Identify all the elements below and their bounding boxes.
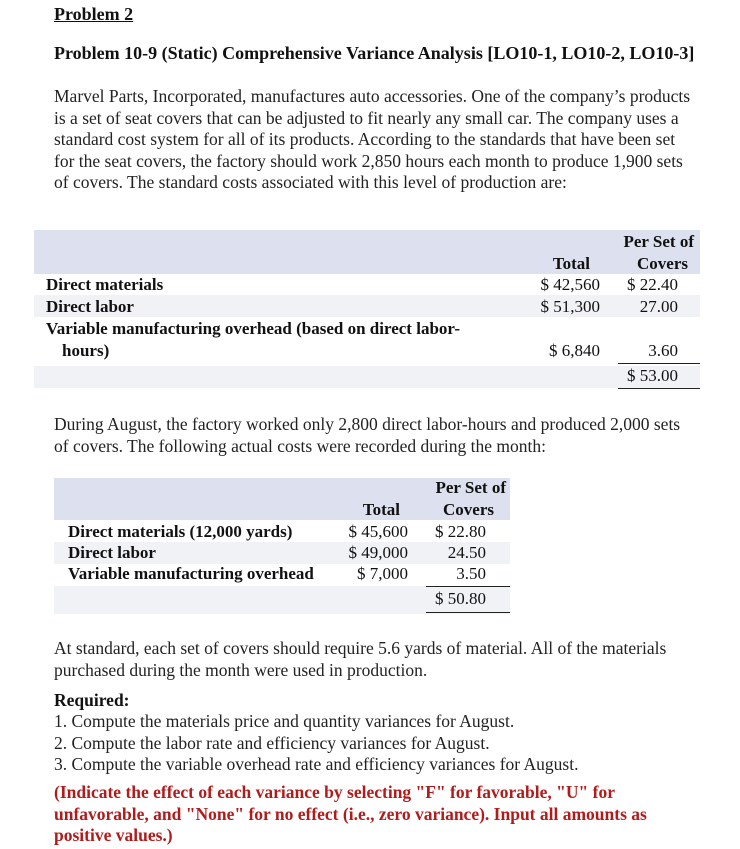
- requirements-list: [54, 711, 578, 776]
- per-set-value: 24.50: [447, 543, 486, 562]
- list-item: 2. Compute the labor rate and efficiency variances for August.: [54, 732, 490, 753]
- list-item: 1. Compute the materials price and quantity variances for August.: [54, 711, 515, 731]
- standard-paragraph: At standard, each set of covers should require 5.6 yards of material. All of the materials purchased during the month were used in production.: [54, 638, 667, 680]
- row-label: Direct materials: [46, 275, 164, 294]
- row-label: Direct labor: [46, 297, 134, 316]
- row-band: [34, 366, 700, 388]
- sum-underline: [618, 363, 700, 364]
- problem-heading: Problem 2: [54, 4, 134, 24]
- total-header: Total: [362, 500, 400, 519]
- total-underline: [426, 612, 510, 613]
- total-value: $ 42,560: [540, 275, 600, 294]
- total-value: $ 49,000: [348, 543, 408, 562]
- instructions-note: (Indicate the effect of each variance by selecting "F" for favorable, "U" for unfavorable, and "None" for no effect (i.e., zero variance). Input all amounts as positive values.): [54, 782, 647, 845]
- per-set-header: Per Set of: [623, 232, 694, 251]
- total-underline: [618, 388, 700, 389]
- august-paragraph: During August, the factory worked only 2,800 direct labor-hours and produced 2,000 sets of covers. The following actual costs were recorded during the month:: [54, 414, 681, 456]
- total-value: $ 7,000: [357, 564, 408, 583]
- per-set-value: 3.60: [648, 341, 678, 360]
- per-set-total: $ 53.00: [627, 366, 678, 385]
- actual-cost-table: [54, 478, 510, 614]
- per-set-total: $ 50.80: [435, 589, 486, 608]
- header-band: [34, 230, 700, 274]
- total-value: $ 45,600: [348, 522, 408, 541]
- per-set-header: Covers: [443, 500, 494, 519]
- per-set-header: Covers: [637, 254, 688, 273]
- row-label: Variable manufacturing overhead (based on direct labor-: [46, 319, 460, 338]
- total-value: $ 51,300: [540, 297, 600, 316]
- total-header: Total: [552, 254, 590, 273]
- row-label: Variable manufacturing overhead: [68, 564, 314, 583]
- row-label: hours): [62, 341, 110, 360]
- row-label: Direct materials (12,000 yards): [68, 522, 293, 541]
- per-set-value: 3.50: [456, 564, 486, 583]
- per-set-value: $ 22.40: [627, 275, 678, 294]
- standard-cost-table: [34, 230, 700, 388]
- total-value: $ 6,840: [549, 341, 600, 360]
- per-set-value: 27.00: [639, 297, 678, 316]
- required-label: Required:: [54, 690, 130, 710]
- sum-underline: [426, 586, 510, 587]
- row-label: Direct labor: [68, 543, 156, 562]
- list-item: 3. Compute the variable overhead rate and efficiency variances for August.: [54, 754, 579, 774]
- problem-subtitle: Problem 10-9 (Static) Comprehensive Variance Analysis [LO10-1, LO10-2, LO10-3]: [54, 43, 695, 63]
- per-set-value: $ 22.80: [435, 522, 486, 541]
- per-set-header: Per Set of: [435, 478, 506, 497]
- intro-paragraph: Marvel Parts, Incorporated, manufactures auto accessories. One of the company’s products is a set of seat covers that can be adjusted to fit nearly any small car. The company uses a standard cost system for all of its products. According to the standards that have been set for the seat covers, the factory should work 2,850 hours each month to produce 1,900 sets of covers. The standard costs associated with this level of production are:: [54, 86, 691, 192]
